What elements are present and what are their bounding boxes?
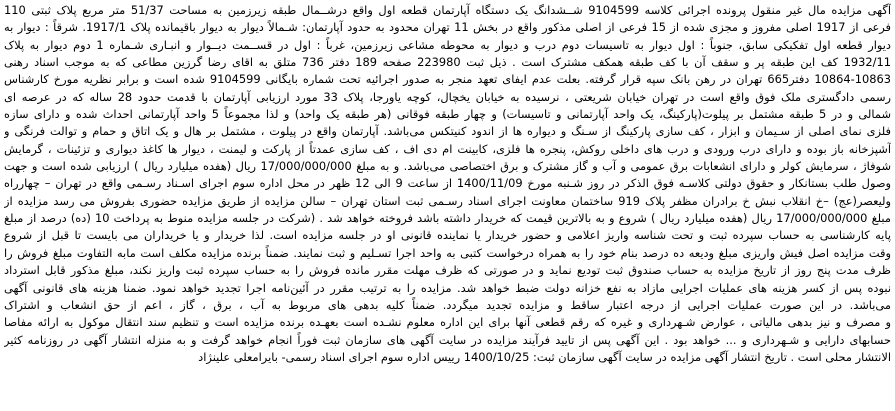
notice-line: فرعی از 1917 اصلی مفروز و مجزی شده از 15 فرعی از اصلی مذکور واقع در بخش 11 تهران محدود به حدود آپارتمان: شـمالاً دیوار به دیوار باقیمانده پلاک 1917/1. شرقاً : دیوار به [4,20,891,35]
notice-line: می‌باشد. در این صورت عملیات اجرایی از درجه اعتبار ساقط و مزایده تجدید میگردد. ضمناً کلیه بدهی های مربوط به آب ، برق ، گاز ، اعم از حق انشعاب و اشتراک [4,297,891,312]
notice-line: 1932/11 کف این طبقه پر و سقف آن با کف طبقه همکف مشترک است . ذیل ثبت 223980 صفحه 189 دفتر 736 متلق به اقای رضا گرزین مطاعی که به موجب اسناد رهنی [4,55,891,70]
notice-line: پایه کارشناسی به حساب سپرده ثبت و تحت شناسه واریز اعلامی و حضور خریدار یا نماینده قانونی او در جلسه مزایده است. لذا خریدار و یا خریداران می بایست تا قبل از شروع [4,228,891,243]
notice-line: نبوده پس از کسر هزینه های عملیات اجرایی مازاد به نفع خزانه دولت ضبط خواهد شد. مزایده را به ترتیب مقرر در آئین‌نامه اجرا تجدید خواهد نمود. ضمنا هزینه های قانونی آگهی [4,280,891,295]
notice-line: و مصرف و نیز بدهی مالیاتی ، عوارض شـهرداری و غیره که رقم قطعی آنها برای این اداره معلوم نشـده است بعهـده برنده مزایده است و تنظیم سند انتقال موکول به ارائه مفاصا [4,315,891,330]
notice-line: 10864-10863 دفتر665 تهران در رهن بانک سپه قرار گرفته. بعلت عدم ایفای تعهد منجر به صدور اجرائیه تحت شماره بایگانی 9104599 شده است و برابر نظریه مورخ کارشناس [4,72,891,87]
notice-line: حسابهای دارایی و شـهرداری و ... خواهد بود . این آگهی پس از تایید فرآیند مزایده در سایت آگهی های سازمان ثبت فوراً انجام خواهد گرفت و به منزله انتشار آگهی در روزنامه کثیر [4,332,891,347]
notice-line: مبلغ 17/000/000/000 ریال (هفده میلیارد ریال ) شروع و به بالاترین قیمت که خریدار داشته باشد فروخته خواهد شد . (شرکت در جلسه مزایده منوط به پرداخت 10 (ده) درصد از مبلغ [4,211,891,226]
notice-line: وقت مزایده اصل فیش واریزی مبلغ ودیعه ده درصد بنام خود را به همراه درخواست کتبی به واحد اجرا تسـلیم و ثبت نمایند. ضمناً برنده مزایده مکلف است مابه التفاوت مبلغ فروش را [4,245,891,260]
notice-line: ولیعصر(عج) –خ انقلاب نبش خ برادران مظفر پلاک 919 ساختمان معاونت اجرای اسناد رسـمی ثبت استان تهران – سالن مزایده از طریق مزایده حضوری بفروش می رسد مزایده از [4,193,891,208]
notice-line: ظرف مدت پنج روز از تاریخ مزایده به حساب صندوق ثبت تودیع نماید و در صورتی که ظرف مهلت مقرر مانده فروش را به حساب سپرده ثبت واریز نکند، مبلغ مذکور قابل استرداد [4,263,891,278]
notice-line: رسمی دادگستری ملک فوق واقع است در تهران خیابان شریعتی ، نرسیده به خیابان یخچال، کوچه یاورجا، پلاک 33 مورد ارزیابی آپارتمان با قدمت حدود 28 ساله که در عرصه ای [4,89,891,104]
notice-line: دیوار قطعه اول تفکیکی سابق، جنوباً : اول دیوار به تاسیسات دوم درب و دیوار به محوطه مشاعی زیرزمین، غرباً : اول در قســمت دیــوار و انبـاری شـماره 1 دوم دیوار به پلاک [4,37,891,52]
notice-line-last: الانتشار محلی است . تاریخ انتشار آگهی مزایده در سایت آگهی سازمان ثبت: 1400/10/25 رییس اداره سوم اجرای اسناد رسمی- بایرامعلی علینژاد [198,349,891,364]
notice-line: آشپزخانه باز بوده و دارای درب ورودی و درب های داخلی روکش، پنجره ها فلزی، کابینت ام دی اف ، کف سازی عمدتاً از پارکت و لیمنت ، دیوار ها کاغذ دیواری و تزئینات ، گرمایش [4,141,891,156]
notice-line: شوفاژ ، سرمایش کولر و دارای انشعابات برق عمومی و آب و گاز مشترک و برق اختصاصی می‌باشد. و به مبلغ 17/000/000/000 ریال (هفده میلیارد ریال ) ارزیابی شده است و جهت [4,159,891,174]
notice-line: آگهی مزایده مال غیر منقول پرونده اجرائی کلاسه 9104599 شــشدانگ یک دستگاه آپارتمان قطعه اول واقع درشــمال طبقه زیرزمین به مساحت 51/37 متر مربع پلاک ثبتی 110 [4,3,891,17]
notice-line: شمالی و در 5 طبقه مشتمل بر پیلوت(پارکینگ، یک واحد آپارتمانی و تاسیسات) و چهار طبقه فوقانی (هر طبقه یک واحد) و لذا مجموعاً 5 واحد آپارتمانی احداث شده و دارای سازه [4,107,891,122]
notice-line: وصول طلب بستانکار و حقوق دولتی کلاسـه فوق الذکر در روز شـنبه مورخ 1400/11/09 از ساعت 9 الی 12 ظهر در محل اداره سوم اجرای اسـناد رسـمی واقع در تهران – چهارراه [4,176,891,191]
notice-line: فلزی نمای اصلی از سـیمان و ابزار ، کف سازی پارکینگ از سـنگ و دیواره ها از اندود کنیتکس می‌باشد. آپارتمان واقع در پیلوت ، مشتمل بر هال و یک اتاق و حمام و توالت فرنگی و [4,124,891,139]
